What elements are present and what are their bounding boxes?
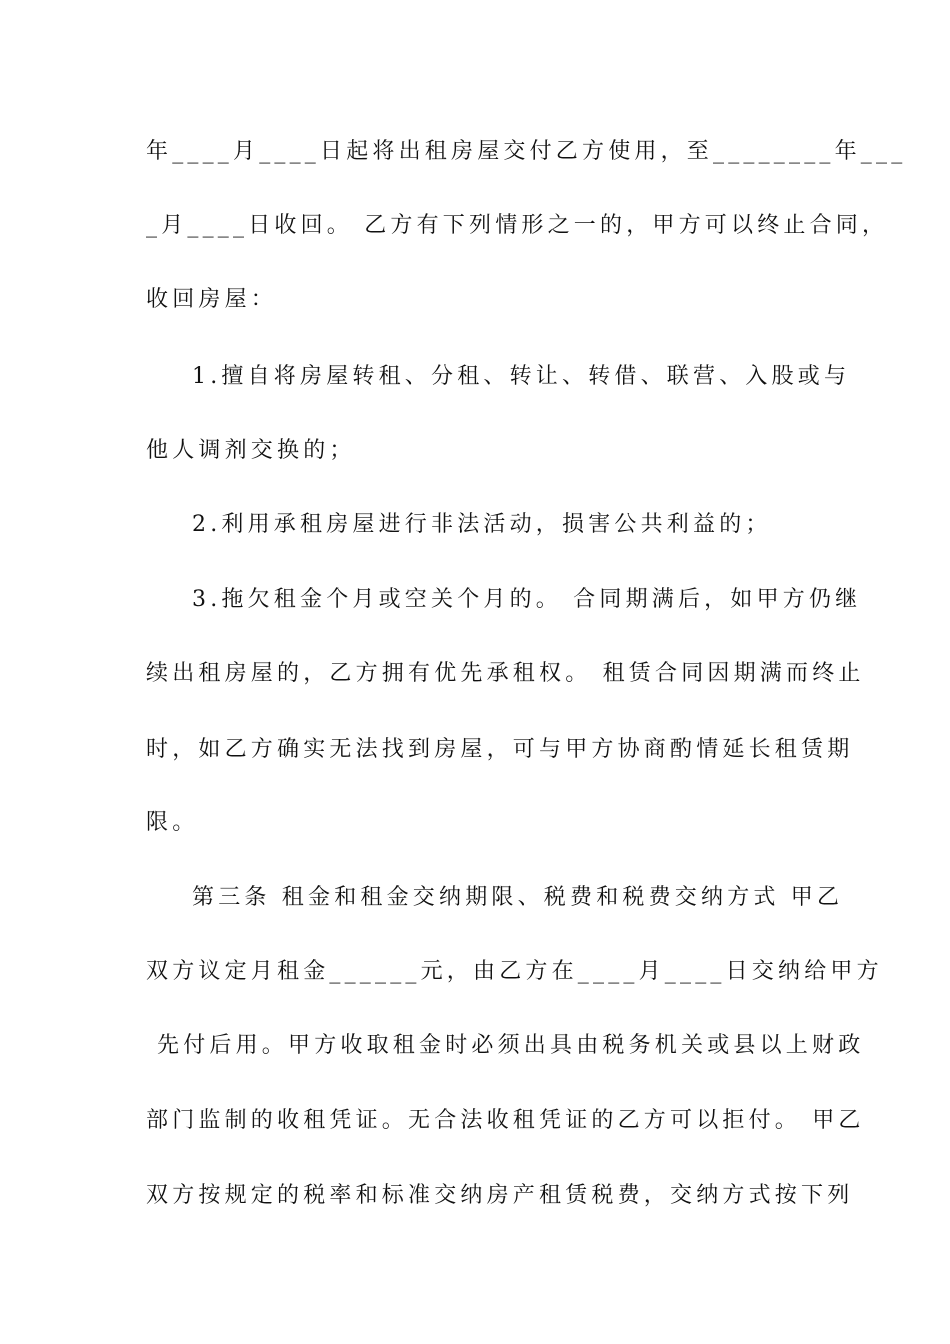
text-line: 先付后用。甲方收取租金时必须出具由税务机关或县以上财政 <box>157 1033 865 1058</box>
text-line: 续出租房屋的，乙方拥有优先承租权。 租赁合同因期满而终止 <box>146 661 865 686</box>
list-item: 1.擅自将房屋转租、分租、转让、转借、联营、入股或与 <box>192 364 851 389</box>
section-heading: 第三条 租金和租金交纳期限、税费和税费交纳方式 甲乙 <box>192 885 844 910</box>
text-line: 他人调剂交换的； <box>146 438 356 463</box>
text-line: 双方按规定的税率和标准交纳房产租赁税费，交纳方式按下列 <box>146 1183 854 1208</box>
text-line: _月____日收回。 乙方有下列情形之一的，甲方可以终止合同， <box>146 213 889 238</box>
list-item: 2.利用承租房屋进行非法活动，损害公共利益的； <box>192 512 772 537</box>
text-line: 部门监制的收租凭证。无合法收租凭证的乙方可以拒付。 甲乙 <box>146 1108 865 1133</box>
text-line: 收回房屋： <box>146 287 278 312</box>
text-line: 年____月____日起将出租房屋交付乙方使用，至________年___ <box>146 139 907 164</box>
text-line: 时，如乙方确实无法找到房屋，可与甲方协商酌情延长租赁期 <box>146 737 854 762</box>
list-item: 3.拖欠租金个月或空关个月的。 合同期满后，如甲方仍继 <box>192 587 862 612</box>
text-line: 双方议定月租金______元，由乙方在____月____日交纳给甲方 <box>146 959 883 984</box>
text-line: 限。 <box>146 810 199 835</box>
